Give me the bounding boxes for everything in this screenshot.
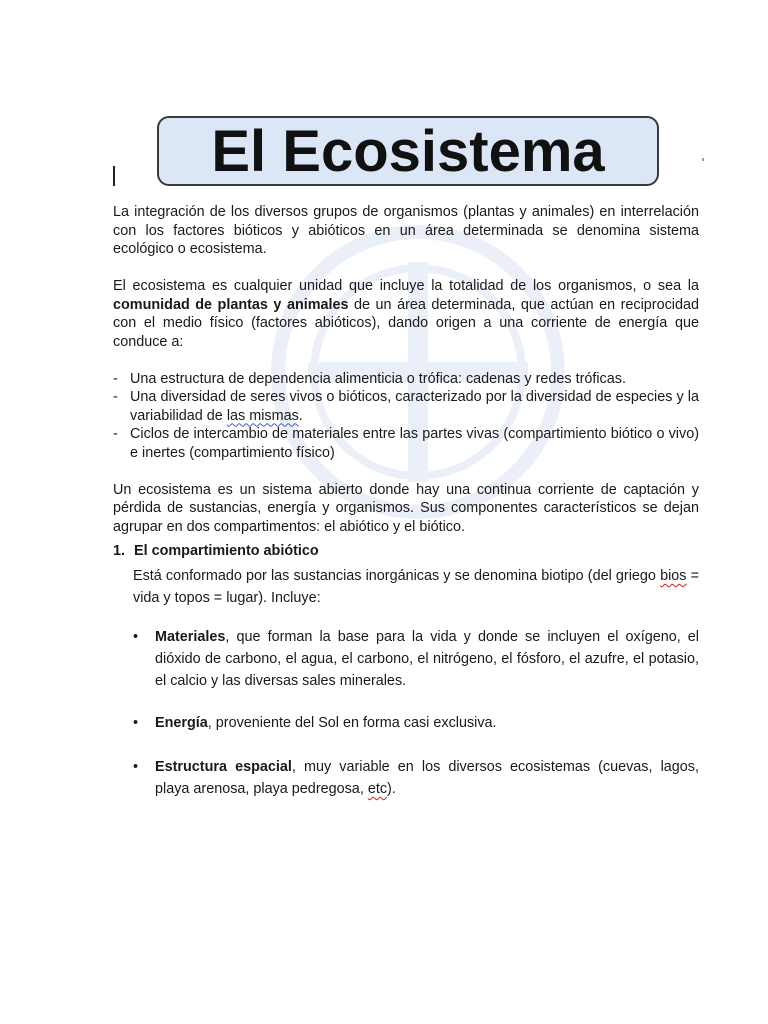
intro-paragraph-1: La integración de los diversos grupos de organismos (plantas y animales) en interrelación con los factores bióticos y abióticos en un área determinada se denomina sistema ecológico o ecosistema. bbox=[113, 204, 699, 257]
bullet-icon: • bbox=[133, 629, 139, 645]
bullet-term: Materiales bbox=[155, 629, 226, 645]
page-title: El Ecosistema bbox=[211, 119, 605, 184]
text-cursor bbox=[113, 166, 115, 186]
bullet-text: , muy variable en los diversos ecosistemas (cuevas, lagos, playa arenosa, playa pedregosa, bbox=[155, 759, 700, 797]
paragraph-3: Un ecosistema es un sistema abierto donde hay una continua corriente de captación y pérdida de sustancias, energía y organismos. Sus componentes característicos se dejan agrupar en dos compartimentos: el abiótico y el biótico. bbox=[113, 481, 699, 535]
list-item bbox=[113, 388, 699, 425]
list-item bbox=[133, 756, 699, 800]
stray-mark bbox=[702, 158, 704, 161]
section-body bbox=[133, 565, 699, 609]
bullet-list bbox=[133, 626, 699, 692]
intro-paragraph-2 bbox=[113, 277, 699, 351]
spellcheck-marked-text: bios bbox=[660, 568, 687, 584]
bullet-term: Estructura espacial bbox=[155, 759, 292, 775]
document-body bbox=[113, 203, 699, 555]
bullet-text: , que forman la base para la vida y donde se incluyen el oxígeno, el dióxido de carbono, el agua, el carbono, el nitrógeno, el fósforo, el azufre, el potasio, el calcio y las diversas sales minerales. bbox=[155, 629, 699, 689]
section-title: El compartimiento abiótico bbox=[134, 543, 319, 559]
spellcheck-marked-text: las mismas bbox=[226, 407, 299, 424]
bullet-list bbox=[133, 712, 699, 734]
bullet-text: , proveniente del Sol en forma casi exclusiva. bbox=[207, 715, 497, 731]
list-item bbox=[113, 370, 699, 389]
section-body-start: Está conformado por las sustancias inorgánicas y se denomina biotipo (del griego bbox=[133, 568, 661, 584]
intro-paragraph-2-end: de un área determinada, que actúan en reciprocidad con el medio físico (factores abióticos), dando origen a una corriente de energía que conduce a: bbox=[113, 296, 699, 350]
bullet-term: Energía bbox=[155, 715, 208, 731]
dash-list bbox=[113, 370, 699, 463]
spellcheck-marked-text: etc bbox=[367, 781, 388, 797]
list-item-text: Una diversidad de seres vivos o bióticos, caracterizado por la diversidad de especies y la variabilidad de bbox=[130, 389, 699, 424]
intro-paragraph-2-start: El ecosistema es cualquier unidad que incluye la totalidad de los organismos, o sea la bbox=[113, 278, 699, 294]
title-banner bbox=[157, 116, 659, 186]
bullet-icon: • bbox=[133, 759, 139, 775]
intro-paragraph-2-bold: comunidad de plantas y animales bbox=[113, 296, 349, 313]
list-item bbox=[113, 425, 699, 462]
list-item bbox=[133, 626, 699, 692]
section-number: 1. bbox=[113, 543, 126, 559]
list-item-text-end: . bbox=[298, 407, 303, 424]
list-item bbox=[133, 712, 699, 734]
section-heading bbox=[113, 541, 319, 561]
bullet-list bbox=[133, 756, 699, 800]
bullet-icon: • bbox=[133, 715, 139, 731]
bullet-text-end: ). bbox=[387, 781, 396, 797]
section-body-end: = vida y topos = lugar). Incluye: bbox=[133, 568, 699, 606]
list-item-text: Una estructura de dependencia alimenticia o trófica: cadenas y redes tróficas. bbox=[130, 370, 626, 387]
list-item-text: Ciclos de intercambio de materiales entre las partes vivas (compartimiento biótico o vivo) e inertes (compartimiento físico) bbox=[130, 426, 699, 461]
